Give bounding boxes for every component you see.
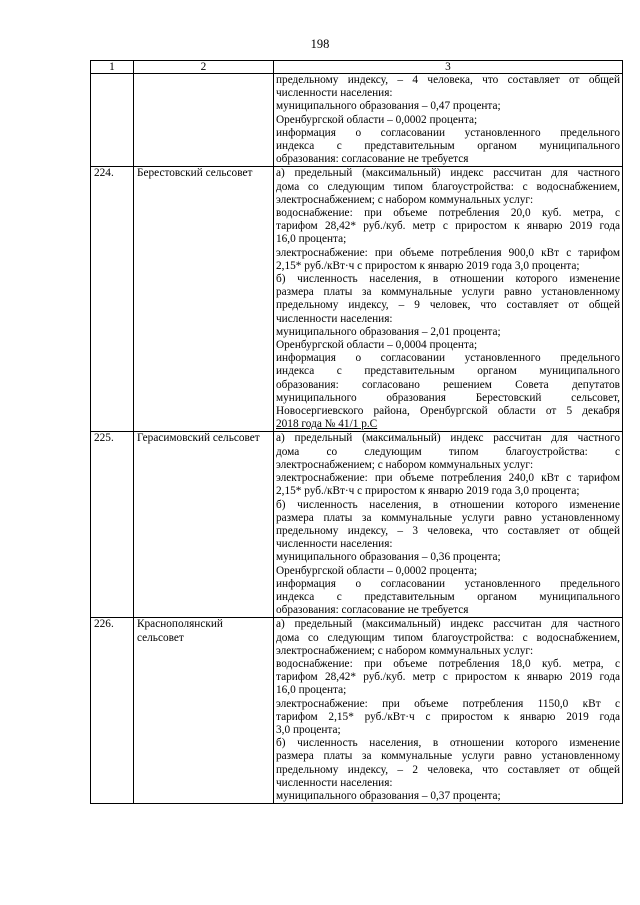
text-line: тарифом 28,42* руб./куб. метр с приростом к январю 2019 года xyxy=(276,220,620,233)
text-line: информация о согласовании установленного предельного xyxy=(276,126,620,139)
text-line: Оренбургской области – 0,0002 процента; xyxy=(276,564,478,577)
text-line: численности населения: xyxy=(276,776,393,789)
text-line: электроснабжение: при объеме потребления 1150,0 кВт с xyxy=(276,697,620,710)
text-line: муниципального образования – 0,37 процента; xyxy=(276,789,501,802)
text-line: предельному индексу, – 3 человека, что составляет от общей xyxy=(276,524,620,537)
text-line: индекса с представительным органом муниципального xyxy=(276,140,620,153)
text-line: водоснабжение: при объеме потребления 18,0 куб. метра, с xyxy=(276,657,620,670)
text-line: размера платы за коммунальные услуги равно установленному xyxy=(276,750,620,763)
text-line: индекса с представительным органом муниципального xyxy=(276,365,620,378)
text-line: электроснабжением; с набором коммунальных услуг: xyxy=(276,193,534,206)
data-table xyxy=(90,60,623,804)
table-row xyxy=(91,74,623,167)
text-line: а) предельный (максимальный) индекс рассчитан для частного xyxy=(276,432,620,445)
text-line: дома со следующим типом благоустройства: с водоснабжением, xyxy=(276,631,620,644)
text-line: Оренбургской области – 0,0004 процента; xyxy=(276,339,478,352)
text-line: численности населения: xyxy=(276,87,393,100)
text-line: численности населения: xyxy=(276,538,393,551)
municipality-name: Берестовский сельсовет xyxy=(134,167,274,432)
text-line: предельному индексу, – 2 человека, что составляет от общей xyxy=(276,763,620,776)
text-line: электроснабжение: при объеме потребления 240,0 кВт с тарифом xyxy=(276,472,620,485)
text-line: размера платы за коммунальные услуги равно установленному xyxy=(276,511,620,524)
text-line: муниципального образования – 2,01 процента; xyxy=(276,325,501,338)
text-line: а) предельный (максимальный) индекс рассчитан для частного xyxy=(276,167,620,180)
column-header-2: 2 xyxy=(134,61,274,74)
index-description xyxy=(274,432,623,618)
row-number: 226. xyxy=(91,618,134,804)
text-line: численности населения: xyxy=(276,312,393,325)
text-line: информация о согласовании установленного предельного xyxy=(276,577,620,590)
text-line: тарифом 2,15* руб./кВт·ч с приростом к январю 2019 года xyxy=(276,710,620,723)
text-line: предельному индексу, – 9 человек, что составляет от общей xyxy=(276,299,620,312)
municipality-name xyxy=(134,74,274,167)
text-line: индекса с представительным органом муниципального xyxy=(276,590,620,603)
text-line: 2,15* руб./кВт·ч с приростом к январю 2019 года 3,0 процента; xyxy=(276,259,580,272)
page-number: 198 xyxy=(310,37,330,51)
text-line: тарифом 28,42* руб./куб. метр с приростом к январю 2019 года xyxy=(276,671,620,684)
index-description xyxy=(274,74,623,167)
text-line: муниципального образования – 0,47 процента; xyxy=(276,100,501,113)
text-line: Оренбургской области – 0,0002 процента; xyxy=(276,113,478,126)
text-line: Новосергиевского района, Оренбургской области от 5 декабря xyxy=(276,405,620,418)
column-header-1: 1 xyxy=(91,61,134,74)
text-line: 16,0 процента; xyxy=(276,684,347,697)
index-description xyxy=(274,618,623,804)
text-line: размера платы за коммунальные услуги равно установленному xyxy=(276,286,620,299)
table-row xyxy=(91,618,623,804)
table-header-row xyxy=(91,61,623,74)
text-line: дома со следующим типом благоустройства: с xyxy=(276,445,620,458)
text-line: электроснабжение: при объеме потребления 900,0 кВт с тарифом xyxy=(276,246,620,259)
text-line: 3,0 процента; xyxy=(276,723,341,736)
row-number: 225. xyxy=(91,432,134,618)
column-header-3: 3 xyxy=(274,61,623,74)
text-line: муниципального образования – 0,36 процента; xyxy=(276,551,501,564)
text-line: электроснабжением; с набором коммунальных услуг: xyxy=(276,644,534,657)
index-description xyxy=(274,167,623,432)
row-number: 224. xyxy=(91,167,134,432)
text-line: образования: согласовано решением Совета депутатов xyxy=(276,378,620,391)
text-line: 16,0 процента; xyxy=(276,233,347,246)
text-line: муниципального образования Берестовский сельсовет, xyxy=(276,391,620,404)
row-number xyxy=(91,74,134,167)
text-line: 2018 года № 41/1 р.С xyxy=(276,418,378,431)
text-line: б) численность населения, в отношении которого изменение xyxy=(276,737,620,750)
text-line: образования: согласование не требуется xyxy=(276,153,469,166)
text-line: 2,15* руб./кВт·ч с приростом к январю 2019 года 3,0 процента; xyxy=(276,485,580,498)
municipality-name: Герасимовский сельсовет xyxy=(134,432,274,618)
table-row xyxy=(91,167,623,432)
table-row xyxy=(91,432,623,618)
text-line: электроснабжением; с набором коммунальных услуг: xyxy=(276,458,534,471)
text-line: водоснабжение: при объеме потребления 20,0 куб. метра, с xyxy=(276,207,620,220)
text-line: образования: согласование не требуется xyxy=(276,604,469,617)
municipality-name: Краснополянский сельсовет xyxy=(134,618,274,804)
text-line: б) численность населения, в отношении которого изменение xyxy=(276,498,620,511)
text-line: а) предельный (максимальный) индекс рассчитан для частного xyxy=(276,618,620,631)
text-line: дома со следующим типом благоустройства: с водоснабжением, xyxy=(276,180,620,193)
text-line: б) численность населения, в отношении которого изменение xyxy=(276,273,620,286)
text-line: предельному индексу, – 4 человека, что составляет от общей xyxy=(276,74,620,86)
text-line: информация о согласовании установленного предельного xyxy=(276,352,620,365)
